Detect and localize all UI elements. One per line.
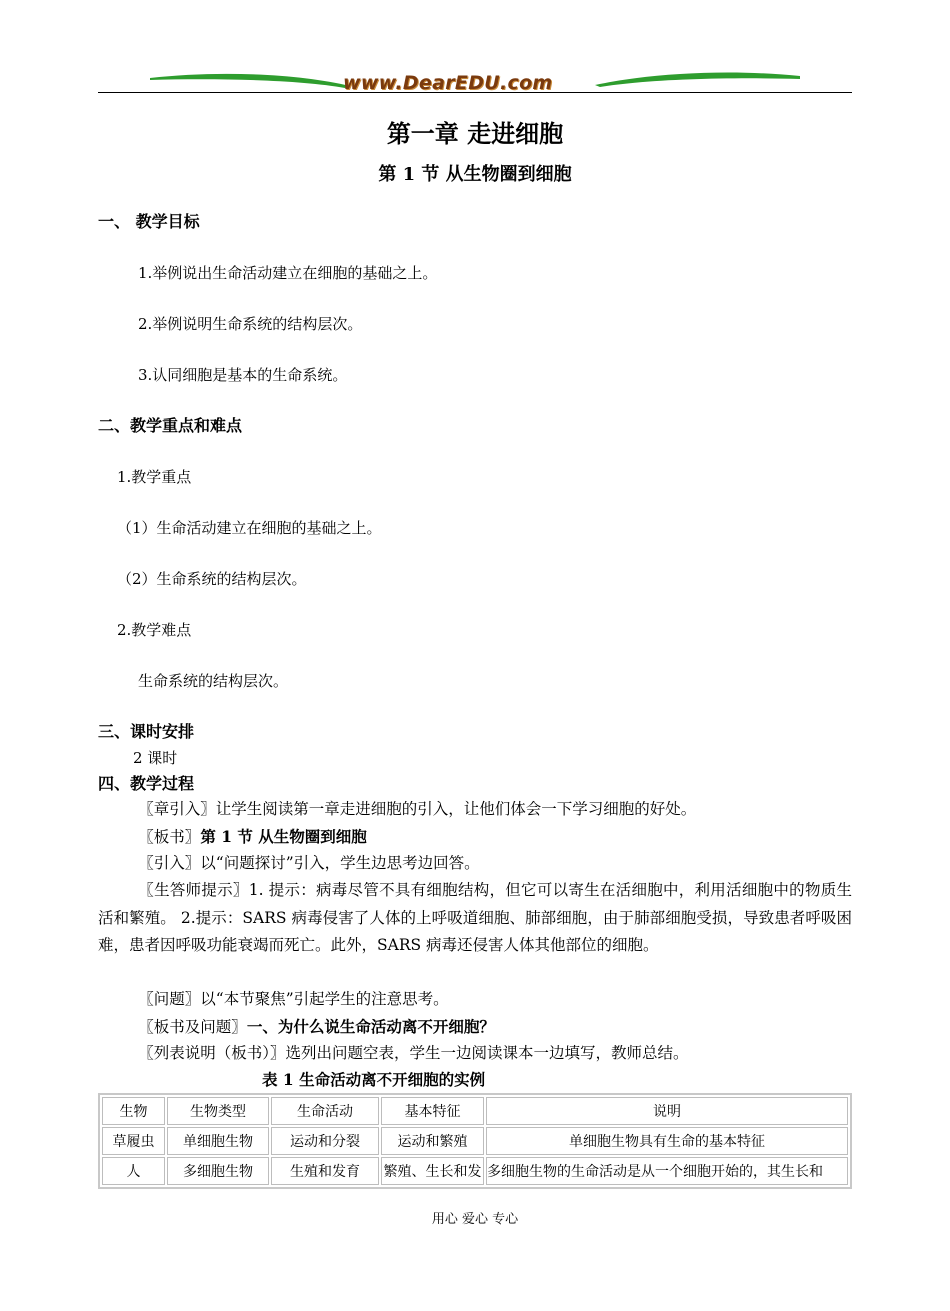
table-header-cell: 说明 — [486, 1097, 848, 1125]
table-row — [102, 1127, 848, 1155]
process-bold-text: 一、为什么说生命活动离不开细胞？ — [246, 1017, 495, 1036]
difficult-points-label: 2.教学难点 — [117, 621, 192, 639]
table-cell: 运动和繁殖 — [381, 1127, 484, 1155]
difficult-point-text: 生命系统的结构层次。 — [138, 672, 289, 690]
table-cell: 生殖和发育 — [271, 1157, 379, 1185]
goal-item: 2.举例说明生命系统的结构层次。 — [138, 315, 363, 333]
process-paragraph: 〖问题〗以“本节聚焦”引起学生的注意思考。 — [138, 990, 449, 1008]
table-cell: 单细胞生物 — [167, 1127, 269, 1155]
section-heading-schedule: 三、课时安排 — [98, 722, 195, 741]
section-heading-key-points: 二、教学重点和难点 — [98, 416, 243, 435]
process-label: 〖板书〗 — [138, 828, 201, 846]
process-paragraph: 〖引入〗以“问题探讨”引入，学生边思考边回答。 — [138, 854, 480, 872]
table-cell: 人 — [102, 1157, 165, 1185]
process-paragraph — [98, 823, 852, 852]
table-cell: 草履虫 — [102, 1127, 165, 1155]
page-footer: 用心 爱心 专心 — [431, 1212, 519, 1227]
table-cell: 运动和分裂 — [271, 1127, 379, 1155]
process-label: 〖板书及问题〗 — [138, 1018, 247, 1036]
table-row — [102, 1157, 848, 1185]
table-header-cell: 基本特征 — [381, 1097, 484, 1125]
key-point-item: （1）生命活动建立在细胞的基础之上。 — [117, 519, 382, 537]
process-paragraph: 〖列表说明（板书）〗选列出问题空表，学生一边阅读课本一边填写，教师总结。 — [138, 1044, 689, 1062]
table-header-cell: 生命活动 — [271, 1097, 379, 1125]
process-paragraph: 〖生答师提示〗1. 提示：病毒尽管不具有细胞结构，但它可以寄生在活细胞中，利用活细胞中的物质生活和繁殖。 2.提示：SARS 病毒侵害了人体的上呼吸道细胞、肺部细胞，由于肺部细胞受损，导致患者呼吸困难，患者因呼吸功能衰竭而死亡。此外，SARS 病毒还侵害人体其他部位的细胞。 — [98, 881, 852, 954]
table-cell: 单细胞生物具有生命的基本特征 — [486, 1127, 848, 1155]
schedule-text: 2 课时 — [133, 749, 178, 767]
table-caption: 表 1 生命活动离不开细胞的实例 — [262, 1070, 486, 1089]
key-point-item: （2）生命系统的结构层次。 — [117, 570, 307, 588]
header-logo-text: www.DearEDU.com — [343, 72, 553, 94]
page-title: 第一章 走进细胞 — [386, 119, 564, 148]
table-cell: 多细胞生物 — [167, 1157, 269, 1185]
table-cell: 多细胞生物的生命活动是从一个细胞开始的，其生长和 — [486, 1157, 848, 1185]
section-heading-process: 四、教学过程 — [98, 774, 195, 793]
goal-item: 1.举例说出生命活动建立在细胞的基础之上。 — [138, 264, 438, 282]
example-table — [98, 1093, 852, 1189]
page-subtitle: 第 1 节 从生物圈到细胞 — [378, 164, 572, 185]
process-paragraph: 〖章引入〗让学生阅读第一章走进细胞的引入，让他们体会一下学习细胞的好处。 — [138, 800, 697, 818]
process-paragraph — [98, 1013, 852, 1042]
table-cell: 繁殖、生长和发 — [381, 1157, 484, 1185]
goal-item: 3.认同细胞是基本的生命系统。 — [138, 366, 348, 384]
header-rule — [98, 92, 852, 93]
table-header-row — [102, 1097, 848, 1125]
process-bold-text: 第 1 节 从生物圈到细胞 — [200, 827, 367, 846]
table-header-cell: 生物 — [102, 1097, 165, 1125]
key-points-label: 1.教学重点 — [117, 468, 192, 486]
table-header-cell: 生物类型 — [167, 1097, 269, 1125]
section-heading-goals: 一、 教学目标 — [98, 212, 200, 231]
